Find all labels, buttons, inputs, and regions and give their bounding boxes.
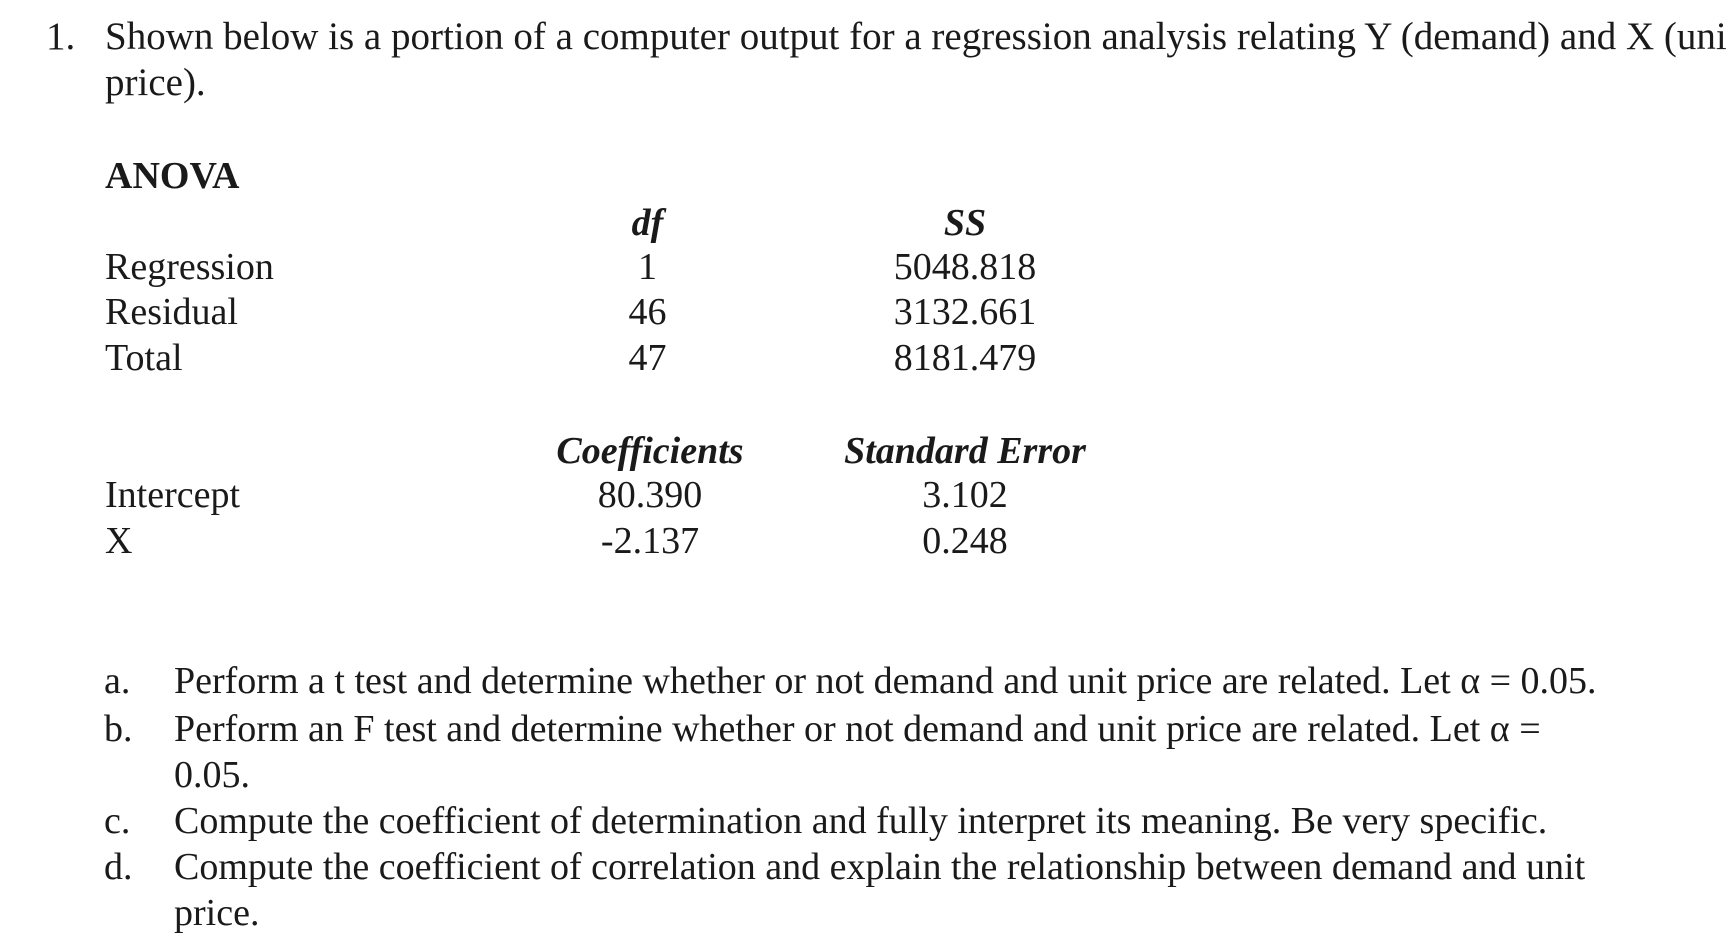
coef-row-label: X (105, 520, 133, 562)
anova-row-ss: 5048.818 (893, 246, 1037, 288)
part-letter: a. (104, 660, 131, 702)
part-text: Compute the coefficient of correlation and explain the relationship between demand and unit (174, 846, 1586, 888)
anova-row-label: Residual (105, 291, 238, 333)
coef-row-standard-error: 3.102 (922, 474, 1008, 516)
anova-row-ss: 3132.661 (893, 291, 1037, 333)
part-text: Perform a t test and determine whether or not demand and unit price are related. Let α = 0.05. (174, 660, 1597, 702)
coef-header-coefficients: Coefficients (556, 430, 744, 472)
anova-row-df: 1 (638, 246, 657, 288)
part-letter: c. (104, 800, 131, 842)
part-text: Compute the coefficient of determination and fully interpret its meaning. Be very specific. (174, 800, 1548, 842)
anova-header-ss: SS (943, 202, 987, 244)
part-text-continued: 0.05. (174, 754, 250, 796)
part-letter: b. (104, 708, 133, 750)
question-text-line-2: price). (105, 61, 206, 104)
part-text: Perform an F test and determine whether or not demand and unit price are related. Let α = (174, 708, 1541, 750)
coef-row-coefficient: -2.137 (600, 520, 700, 562)
question-number: 1. (46, 15, 76, 58)
anova-row-df: 46 (628, 291, 667, 333)
anova-row-ss: 8181.479 (893, 337, 1037, 379)
anova-row-df: 47 (628, 337, 667, 379)
anova-heading: ANOVA (105, 155, 240, 197)
part-letter: d. (104, 846, 133, 888)
coef-row-coefficient: 80.390 (597, 474, 703, 516)
anova-row-label: Total (105, 337, 183, 379)
part-text-continued: price. (174, 892, 260, 934)
question-text-line-1: Shown below is a portion of a computer output for a regression analysis relating Y (demand) and X (uni (105, 15, 1727, 58)
anova-header-df: df (631, 202, 664, 244)
coef-row-label: Intercept (105, 474, 241, 516)
anova-row-label: Regression (105, 246, 274, 288)
coef-row-standard-error: 0.248 (922, 520, 1008, 562)
coef-header-standard-error: Standard Error (844, 430, 1086, 472)
